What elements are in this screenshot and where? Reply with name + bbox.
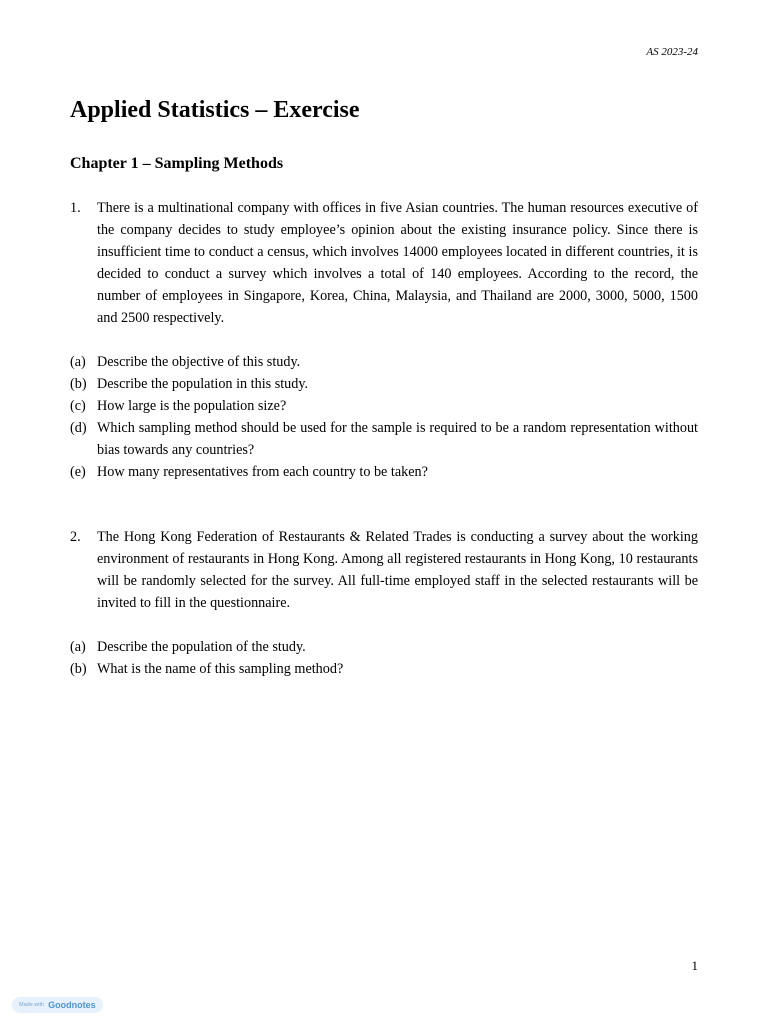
- watermark-prefix: Made with: [19, 1002, 45, 1008]
- question-number: 2.: [70, 529, 81, 545]
- document-code: AS 2023-24: [646, 46, 698, 58]
- part-label: (b): [70, 376, 87, 392]
- question-2: [70, 526, 698, 680]
- question-parts: [70, 351, 698, 483]
- page-number: 1: [691, 958, 698, 973]
- watermark-brand: Goodnotes: [48, 1000, 96, 1010]
- question-text: There is a multinational company with offices in five Asian countries. The human resources executive of the company decides to study employee’s opinion about the existing insurance policy. Since there is insufficient time to conduct a census, which involves 14000 employees located in different countries, it is decided to conduct a survey which involves a total of 140 employees. According to the record, the number of employees in Singapore, Korea, China, Malaysia, and Thailand are 2000, 3000, 5000, 1500 and 2500 respectively.: [97, 200, 698, 326]
- part-text: Describe the population of the study.: [97, 639, 306, 655]
- part-text: Describe the population in this study.: [97, 376, 309, 392]
- question-part: [70, 373, 698, 395]
- part-label: (a): [70, 354, 86, 370]
- part-text: Which sampling method should be used for the sample is required to be a random representation without bias towards any countries?: [97, 420, 698, 458]
- part-text: How large is the population size?: [97, 398, 287, 414]
- question-part: [70, 636, 698, 658]
- part-text: Describe the objective of this study.: [97, 354, 301, 370]
- part-text: How many representatives from each country to be taken?: [97, 464, 428, 480]
- part-label: (e): [70, 464, 86, 480]
- part-label: (c): [70, 398, 86, 414]
- part-text: What is the name of this sampling method?: [97, 661, 344, 677]
- question-part: [70, 417, 698, 461]
- question-1: [70, 197, 698, 483]
- question-part: [70, 351, 698, 373]
- question-part: [70, 658, 698, 680]
- part-label: (a): [70, 639, 86, 655]
- chapter-title: Chapter 1 – Sampling Methods: [70, 155, 284, 172]
- part-label: (d): [70, 420, 87, 436]
- question-part: [70, 461, 698, 483]
- question-part: [70, 395, 698, 417]
- part-label: (b): [70, 661, 87, 677]
- goodnotes-watermark: [12, 997, 103, 1013]
- document-title: Applied Statistics – Exercise: [70, 97, 360, 123]
- question-number: 1.: [70, 200, 81, 216]
- question-parts: [70, 636, 698, 680]
- question-text: The Hong Kong Federation of Restaurants & Related Trades is conducting a survey about the working environment of restaurants in Hong Kong. Among all registered restaurants in Hong Kong, 10 restaurants will be randomly selected for the survey. All full-time employed staff in the selected restaurants will be invited to fill in the questionnaire.: [97, 529, 698, 611]
